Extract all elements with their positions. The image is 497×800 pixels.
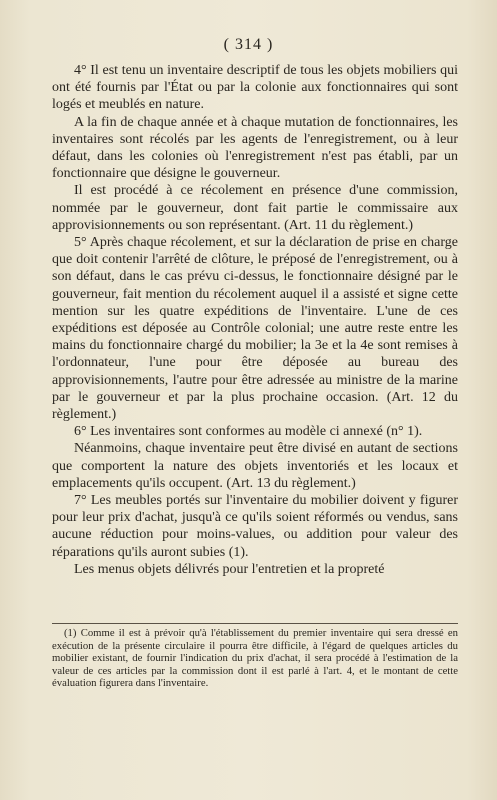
paragraph: Il est procédé à ce récolement en présence d'une commission, nommée par le gouverneur, dont fait partie le commissaire aux approvisionnements ou son représentant. (Art. 11 du règlement.) [52,183,458,233]
paragraph: Les menus objets délivrés pour l'entretien et la propreté [74,561,385,577]
paragraph: 4° Il est tenu un inventaire descriptif de tous les objets mobiliers qui ont été fournis par l'État ou par la colonie aux fonctionnaires qui sont logés et meublés en nature. [52,63,458,113]
paragraph: Néanmoins, chaque inventaire peut être divisé en autant de sections que comportent la nature des objets inventoriés et les locaux et emplacements qu'ils occupent. (Art. 13 du règlement.) [52,441,458,491]
main-text [52,62,458,578]
footnote [52,627,458,690]
footnote-text: (1) Comme il est à prévoir qu'à l'établissement du premier inventaire qui sera dressé en exécution de la présente circulaire il pourra être difficile, à l'égard de quelques articles du mobilier existant, de fournir l'indication du prix d'achat, il sera procédé à l'estimation de la valeur de ces articles par la commission dont il est parlé à l'art. 4, et le montant de cette évaluation figurera dans l'inventaire. [52,627,458,690]
paragraph: 6° Les inventaires sont conformes au modèle ci annexé (n° 1). [74,424,423,440]
paragraph: A la fin de chaque année et à chaque mutation de fonctionnaires, les inventaires sont récolés par les agents de l'enregistrement, ou à leur défaut, dans les colonies où l'enregistrement n'est pas établi, par un fonctionnaire que désigne le gouverneur. [52,114,458,182]
paragraph: 7° Les meubles portés sur l'inventaire du mobilier doivent y figurer pour leur prix d'achat, jusqu'à ce qu'ils soient réformés ou vendus, sans aucune réduction pour moins-values, ou addition pour valeur des réparations qu'ils auront subies (1). [52,493,458,560]
page-number: ( 314 ) [223,36,274,53]
footnote-separator [52,623,458,624]
paragraph: 5° Après chaque récolement, et sur la déclaration de prise en charge que doit contenir l'arrêté de clôture, le préposé de l'enregistrement, ou à son défaut, dans le cas prévu ci-dessus, le fonctionnaire désigné par le gouverneur, fait mention du récolement auquel il a assisté et signe cette mention sur les quatre expéditions de l'inventaire. L'une de ces expéditions est déposée au Contrôle colonial; une autre reste entre les mains du fonctionnaire chargé du mobilier; la 3e et la 4e sont remises à l'ordonnateur, l'une pour être déposée au bureau des approvisionnements, l'autre pour être adressée au ministre de la marine par le gouverneur et par la plus prochaine occasion. (Art. 12 du règlement.) [52,235,458,423]
